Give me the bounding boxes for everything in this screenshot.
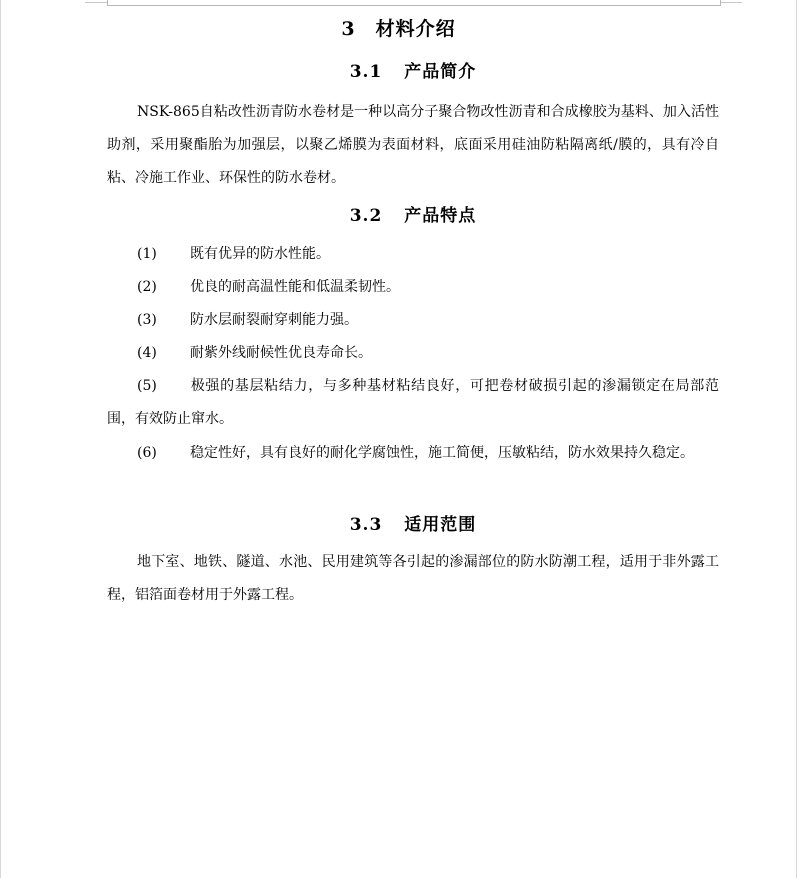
section-title: 3 材料介绍	[341, 18, 456, 40]
feature-item-marker: (1)	[137, 246, 157, 262]
page-header-area	[107, 0, 721, 6]
feature-item-text: 极强的基层粘结力，与多种基材粘结良好，可把卷材破损引起的渗漏锁定在局部范围，有效防止窜水。	[107, 378, 719, 427]
feature-item	[107, 437, 719, 470]
feature-item-text: 耐紫外线耐候性优良寿命长。	[190, 345, 372, 361]
feature-item-marker: (6)	[137, 445, 157, 461]
subsection-heading-scope	[0, 512, 797, 538]
subsection-title: 产品特点	[404, 206, 477, 226]
feature-item-text: 既有优异的防水性能。	[190, 246, 330, 262]
header-rule-right	[720, 2, 742, 3]
subsection-number: 3.1	[349, 62, 383, 82]
subsection-heading-intro	[0, 59, 797, 85]
subsection-number: 3.2	[349, 206, 383, 226]
feature-item-text: 稳定性好，具有良好的耐化学腐蚀性，施工简便，压敏粘结，防水效果持久稳定。	[190, 445, 694, 461]
feature-item-marker: (3)	[137, 312, 157, 328]
feature-item	[107, 304, 719, 337]
feature-item	[107, 238, 719, 271]
feature-item-text: 防水层耐裂耐穿刺能力强。	[190, 312, 358, 328]
intro-paragraph: NSK-865自粘改性沥青防水卷材是一种以高分子聚合物改性沥青和合成橡胶为基料、加入活性助剂，采用聚酯胎为加强层，以聚乙烯膜为表面材料，底面采用硅油防粘隔离纸/膜的，具有冷自粘、冷施工作业、环保性的防水卷材。	[107, 104, 719, 186]
feature-item-marker: (2)	[137, 279, 157, 295]
feature-item-marker: (4)	[137, 345, 157, 361]
page-edge-left	[0, 0, 1, 878]
subsection-title: 产品简介	[404, 62, 477, 82]
subsection-heading-features	[0, 203, 797, 229]
feature-item	[107, 337, 719, 370]
feature-item	[107, 370, 719, 436]
header-rule-left	[85, 2, 107, 3]
feature-item	[107, 271, 719, 304]
subsection-number: 3.3	[349, 515, 383, 535]
scope-paragraph: 地下室、地铁、隧道、水池、民用建筑等各引起的渗漏部位的防水防潮工程，适用于非外露工程，铝箔面卷材用于外露工程。	[107, 554, 719, 603]
feature-item-marker: (5)	[137, 378, 157, 394]
feature-item-text: 优良的耐高温性能和低温柔韧性。	[190, 279, 400, 295]
subsection-title: 适用范围	[404, 515, 477, 535]
